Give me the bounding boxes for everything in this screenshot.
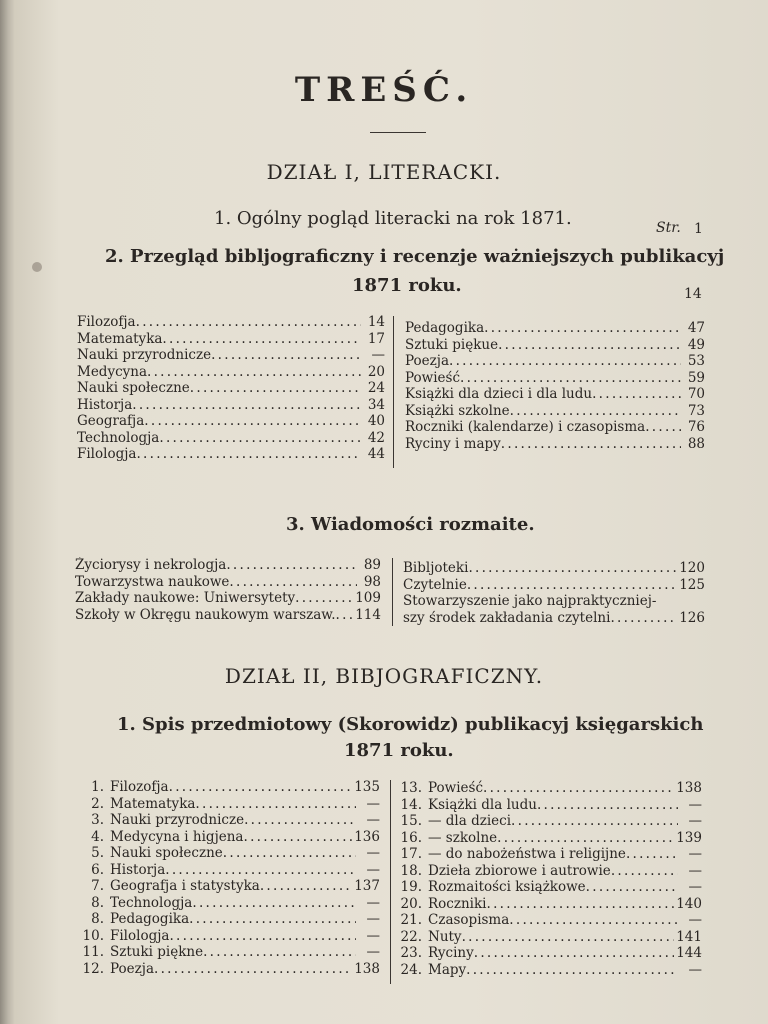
toc-entry-leader-dots: [203, 944, 356, 961]
toc-entry-page: —: [688, 813, 702, 829]
toc-entry-number: 24.: [400, 961, 422, 978]
ink-smudge: [32, 262, 42, 272]
toc-entry-number: 16.: [400, 829, 422, 846]
title-rule: [370, 132, 426, 133]
column-divider: [392, 558, 393, 626]
toc-entry-label: Mapy: [428, 961, 467, 978]
toc-entry-label: Towarzystwa naukowe: [75, 573, 230, 590]
toc-entry: [396, 846, 702, 863]
part1-item1-page: 1: [694, 221, 703, 237]
toc-entry: [403, 560, 705, 577]
toc-entry-label: Nauki przyrodnicze: [110, 812, 245, 828]
toc-entry-label: Filozofja: [77, 314, 136, 330]
toc-entry-number: 19.: [400, 879, 422, 895]
str-label: Str.: [656, 220, 681, 236]
toc-entry-label: Czasopisma: [428, 912, 510, 928]
toc-entry: [396, 780, 702, 797]
toc-entry-leader-dots: [192, 895, 356, 912]
toc-entry-label: Roczniki (kalendarze) i czasopisma: [405, 419, 646, 435]
toc-entry: [75, 557, 381, 574]
toc-entry-leader-dots: [497, 830, 674, 847]
toc-entry-leader-dots: [509, 912, 678, 929]
toc-entry-label: Medycyna i higjena: [110, 828, 244, 845]
toc-entry-label: Stowarzyszenie jako najpraktyczniej-: [403, 593, 657, 609]
toc-entry-page: 125: [679, 576, 705, 593]
toc-entry: [78, 845, 380, 862]
toc-entry: [75, 607, 381, 624]
toc-entry: [78, 796, 380, 813]
toc-entry: [75, 590, 381, 607]
toc-entry-leader-dots: [260, 878, 352, 895]
toc-entry-number: 5.: [91, 845, 104, 861]
toc-entry-page: 88: [687, 435, 705, 452]
toc-entry-page: 141: [676, 928, 702, 945]
toc-entry-page: 76: [687, 419, 705, 435]
toc-entry-page: [681, 593, 705, 610]
toc-entry: [77, 347, 385, 364]
toc-entry-page: 136: [354, 828, 380, 845]
toc-entry-page: —: [366, 795, 380, 812]
toc-entry-label: Czytelnie: [403, 576, 467, 593]
toc-entry-number: 10.: [82, 927, 104, 944]
toc-entry-label: szy środek zakładania czytelni: [403, 609, 611, 626]
toc-entry: [77, 413, 385, 430]
toc-entry: [77, 380, 385, 397]
toc-entry-number: 8.: [91, 911, 104, 927]
toc-entry-leader-dots: [611, 863, 678, 880]
toc-entry-label: — szkolne: [428, 829, 498, 846]
toc-entry-leader-dots: [645, 419, 681, 436]
toc-entry: [405, 436, 705, 453]
toc-entry-number: 23.: [400, 945, 422, 961]
toc-entry-leader-dots: [586, 879, 678, 896]
toc-entry-leader-dots: [467, 577, 677, 594]
toc-entry-leader-dots: [229, 574, 357, 591]
toc-entry-page: 140: [676, 895, 702, 912]
toc-entry: [405, 353, 705, 370]
toc-entry: [77, 446, 385, 463]
toc-entry: [405, 386, 705, 403]
toc-entry: [75, 574, 381, 591]
toc-entry-label: Matematyka: [77, 330, 163, 347]
toc-entry-label: Szkoły w Okręgu naukowym warszaw.: [75, 606, 336, 623]
page-title: TREŚĆ.: [294, 70, 474, 110]
toc-entry-leader-dots: [460, 370, 681, 387]
toc-entry-page: 137: [354, 878, 380, 894]
toc-entry: [396, 945, 702, 962]
toc-entry-leader-dots: [169, 779, 353, 796]
toc-entry-page: 109: [355, 590, 381, 606]
toc-entry-page: 24: [367, 380, 385, 396]
toc-entry-leader-dots: [484, 320, 681, 337]
part1-heading: DZIAŁ I, LITERACKI.: [266, 160, 502, 184]
toc-entry-leader-dots: [159, 430, 361, 447]
toc-entry-number: 14.: [400, 796, 422, 813]
toc-entry-leader-dots: [466, 962, 678, 979]
toc-entry: [396, 962, 702, 979]
toc-entry-leader-dots: [154, 961, 352, 978]
toc-entry-leader-dots: [211, 347, 361, 364]
toc-entry-page: —: [688, 961, 702, 978]
toc-entry: [405, 419, 705, 436]
toc-entry-leader-dots: [483, 780, 674, 797]
toc-entry-number: 8.: [91, 894, 104, 911]
toc-entry-page: —: [366, 894, 380, 911]
toc-entry: [77, 331, 385, 348]
toc-entry-page: 59: [687, 369, 705, 386]
toc-entry: [78, 895, 380, 912]
toc-entry-page: 34: [367, 396, 385, 413]
part1-right-list: [405, 320, 705, 452]
toc-entry-label: Ryciny i mapy: [405, 435, 501, 452]
toc-entry-label: Zakłady naukowe: Uniwersytety: [75, 590, 296, 606]
toc-entry: [405, 337, 705, 354]
toc-entry-label: Bibljoteki: [403, 560, 469, 576]
toc-entry: [78, 829, 380, 846]
toc-entry: [405, 370, 705, 387]
part1-item2-line2: 1871 roku.: [352, 275, 462, 296]
toc-entry-page: —: [366, 944, 380, 960]
toc-entry: [403, 610, 705, 627]
toc-entry-label: Filologja: [77, 446, 137, 462]
toc-entry-leader-dots: [169, 928, 356, 945]
toc-entry-page: —: [366, 845, 380, 861]
toc-entry-page: —: [688, 912, 702, 928]
toc-entry-leader-dots: [486, 896, 674, 913]
toc-entry-page: —: [688, 862, 702, 879]
toc-entry: [396, 797, 702, 814]
toc-entry: [396, 863, 702, 880]
toc-entry-leader-dots: [226, 557, 357, 574]
toc-entry: [396, 879, 702, 896]
toc-entry-label: Nauki społeczne: [110, 845, 223, 861]
toc-entry-label: Nuty: [428, 928, 462, 945]
toc-entry-leader-dots: [610, 610, 677, 627]
toc-entry-label: Powieść: [428, 780, 484, 796]
toc-entry-page: 126: [679, 609, 705, 626]
toc-entry-leader-dots: [510, 403, 681, 420]
toc-entry-label: Matematyka: [110, 795, 196, 812]
toc-entry-leader-dots: [132, 397, 361, 414]
toc-entry-label: Filozofja: [110, 779, 169, 795]
toc-entry: [78, 779, 380, 796]
toc-entry-label: Dzieła zbiorowe i autrowie: [428, 862, 611, 879]
toc-entry-page: 89: [363, 557, 381, 573]
toc-entry: [403, 593, 705, 610]
part1-item2-page: 14: [684, 286, 702, 302]
toc-entry: [78, 862, 380, 879]
toc-entry-page: 114: [355, 606, 381, 623]
toc-entry-number: 1.: [91, 779, 104, 795]
toc-entry-number: 6.: [91, 861, 104, 878]
toc-entry-leader-dots: [498, 337, 681, 354]
toc-entry-page: 20: [367, 363, 385, 380]
toc-entry-label: Poezja: [110, 960, 155, 977]
toc-entry-leader-dots: [592, 386, 681, 403]
toc-entry-leader-dots: [626, 846, 678, 863]
toc-entry-leader-dots: [474, 945, 674, 962]
toc-entry: [77, 397, 385, 414]
toc-entry-number: 11.: [82, 944, 104, 960]
toc-entry-page: 42: [367, 429, 385, 446]
toc-entry-label: Nauki przyrodnicze: [77, 347, 212, 363]
toc-entry: [77, 430, 385, 447]
toc-entry-page: 138: [676, 780, 702, 796]
toc-entry-page: —: [371, 347, 385, 363]
toc-entry-label: Książki szkolne: [405, 402, 510, 419]
toc-entry-page: 144: [676, 945, 702, 961]
toc-entry-label: Książki dla dzieci i dla ludu: [405, 386, 593, 402]
toc-entry-number: 13.: [400, 780, 422, 796]
toc-entry-page: —: [366, 927, 380, 944]
toc-entry-leader-dots: [144, 413, 361, 430]
toc-entry-leader-dots: [336, 607, 354, 624]
toc-entry-label: Życiorysy i nekrologja: [75, 557, 227, 573]
part1-left-list: [77, 314, 385, 463]
toc-entry-label: Ryciny: [428, 945, 474, 961]
toc-entry: [396, 813, 702, 830]
book-spine: [0, 0, 14, 1024]
toc-entry: [78, 878, 380, 895]
toc-entry: [405, 320, 705, 337]
part2-item1-line2: 1871 roku.: [344, 740, 454, 761]
toc-entry-leader-dots: [136, 314, 361, 331]
toc-entry: [396, 912, 702, 929]
toc-entry-leader-dots: [136, 446, 361, 463]
toc-entry-leader-dots: [189, 911, 356, 928]
toc-entry-page: 138: [354, 960, 380, 977]
toc-entry: [405, 403, 705, 420]
toc-entry: [77, 364, 385, 381]
toc-entry-leader-dots: [165, 862, 356, 879]
part2-right-list: [396, 780, 702, 978]
toc-entry: [403, 577, 705, 594]
column-divider: [390, 780, 391, 984]
toc-entry-leader-dots: [162, 331, 361, 348]
toc-entry-leader-dots: [244, 812, 356, 829]
part1-right3-list: [403, 560, 705, 626]
toc-entry: [78, 961, 380, 978]
toc-entry-page: 139: [676, 829, 702, 846]
toc-entry-number: 17.: [400, 846, 422, 862]
part2-heading: DZIAŁ II, BIBJOGRAFICZNY.: [224, 664, 544, 688]
toc-entry-label: Nauki społeczne: [77, 380, 190, 396]
toc-entry-leader-dots: [243, 829, 352, 846]
toc-entry-label: Geografja i statystyka: [110, 878, 260, 894]
toc-entry-number: 22.: [400, 928, 422, 945]
toc-entry: [78, 911, 380, 928]
toc-entry-label: Roczniki: [428, 895, 487, 912]
toc-entry-leader-dots: [449, 353, 681, 370]
part2-left-list: [78, 779, 380, 977]
toc-entry-page: 17: [367, 330, 385, 347]
toc-entry-label: Geografja: [77, 413, 145, 429]
toc-entry-page: 49: [687, 336, 705, 353]
toc-entry-number: 12.: [82, 960, 104, 977]
toc-entry-leader-dots: [537, 797, 678, 814]
toc-entry-page: —: [688, 879, 702, 895]
toc-entry-label: Pedagogika: [405, 320, 485, 336]
toc-entry-label: — do nabożeństwa i religijne: [428, 846, 626, 862]
toc-entry-page: 70: [687, 386, 705, 402]
toc-entry-leader-dots: [462, 929, 675, 946]
toc-entry-leader-dots: [190, 380, 361, 397]
toc-entry-label: Rozmaitości książkowe: [428, 879, 586, 895]
toc-entry-page: 73: [687, 402, 705, 419]
toc-entry-label: Pedagogika: [110, 911, 190, 927]
toc-entry: [78, 928, 380, 945]
toc-entry-page: 120: [679, 560, 705, 576]
toc-entry-label: Technologja: [77, 429, 160, 446]
toc-entry-leader-dots: [147, 364, 361, 381]
toc-entry: [396, 896, 702, 913]
part1-item3-label: 3. Wiadomości rozmaite.: [286, 514, 535, 535]
toc-entry-page: —: [366, 911, 380, 927]
toc-entry-label: Medycyna: [77, 363, 148, 380]
toc-entry-leader-dots: [468, 560, 677, 577]
toc-entry-label: Sztuki piękne: [110, 944, 204, 960]
toc-entry-page: 98: [363, 573, 381, 590]
toc-entry-label: Książki dla ludu: [428, 796, 537, 813]
toc-entry: [396, 929, 702, 946]
toc-entry: [77, 314, 385, 331]
part1-left3-list: [75, 557, 381, 623]
toc-entry-leader-dots: [223, 845, 356, 862]
toc-entry-page: —: [688, 796, 702, 813]
toc-entry-number: 7.: [91, 878, 104, 894]
toc-entry: [78, 812, 380, 829]
column-divider: [393, 316, 394, 468]
toc-entry-page: —: [366, 861, 380, 878]
toc-entry-page: 47: [687, 320, 705, 336]
toc-entry-number: 20.: [400, 895, 422, 912]
toc-entry-label: Powieść: [405, 369, 461, 386]
toc-entry-label: Historja: [110, 861, 166, 878]
toc-entry-number: 3.: [91, 812, 104, 828]
toc-entry-label: — dla dzieci: [428, 813, 512, 829]
toc-entry-page: —: [366, 812, 380, 828]
toc-entry-leader-dots: [511, 813, 678, 830]
toc-entry-number: 2.: [91, 795, 104, 812]
toc-entry-page: 53: [687, 353, 705, 369]
part1-item2-line1: 2. Przegląd bibljograficzny i recenzje ważniejszych publikacyj: [105, 246, 725, 267]
toc-entry-number: 21.: [400, 912, 422, 928]
part2-item1-line1: 1. Spis przedmiotowy (Skorowidz) publikacyj księgarskich: [117, 714, 704, 735]
toc-entry-label: Poezja: [405, 353, 450, 369]
toc-entry-number: 15.: [400, 813, 422, 829]
toc-entry-leader-dots: [295, 590, 353, 607]
toc-entry: [396, 830, 702, 847]
toc-entry-label: Technologja: [110, 894, 193, 911]
toc-entry-leader-dots: [195, 796, 356, 813]
toc-entry-page: 135: [354, 779, 380, 795]
toc-entry-page: 14: [367, 314, 385, 330]
toc-entry: [78, 944, 380, 961]
part1-item1-label: 1. Ogólny pogląd literacki na rok 1871.: [214, 208, 572, 229]
toc-entry-page: —: [688, 846, 702, 862]
toc-entry-page: 44: [367, 446, 385, 462]
toc-entry-label: Sztuki piękue: [405, 336, 499, 353]
toc-entry-label: Historja: [77, 396, 133, 413]
toc-entry-number: 18.: [400, 862, 422, 879]
toc-entry-label: Filologja: [110, 927, 170, 944]
toc-entry-number: 4.: [91, 828, 104, 845]
toc-entry-page: 40: [367, 413, 385, 429]
toc-entry-leader-dots: [501, 436, 681, 453]
